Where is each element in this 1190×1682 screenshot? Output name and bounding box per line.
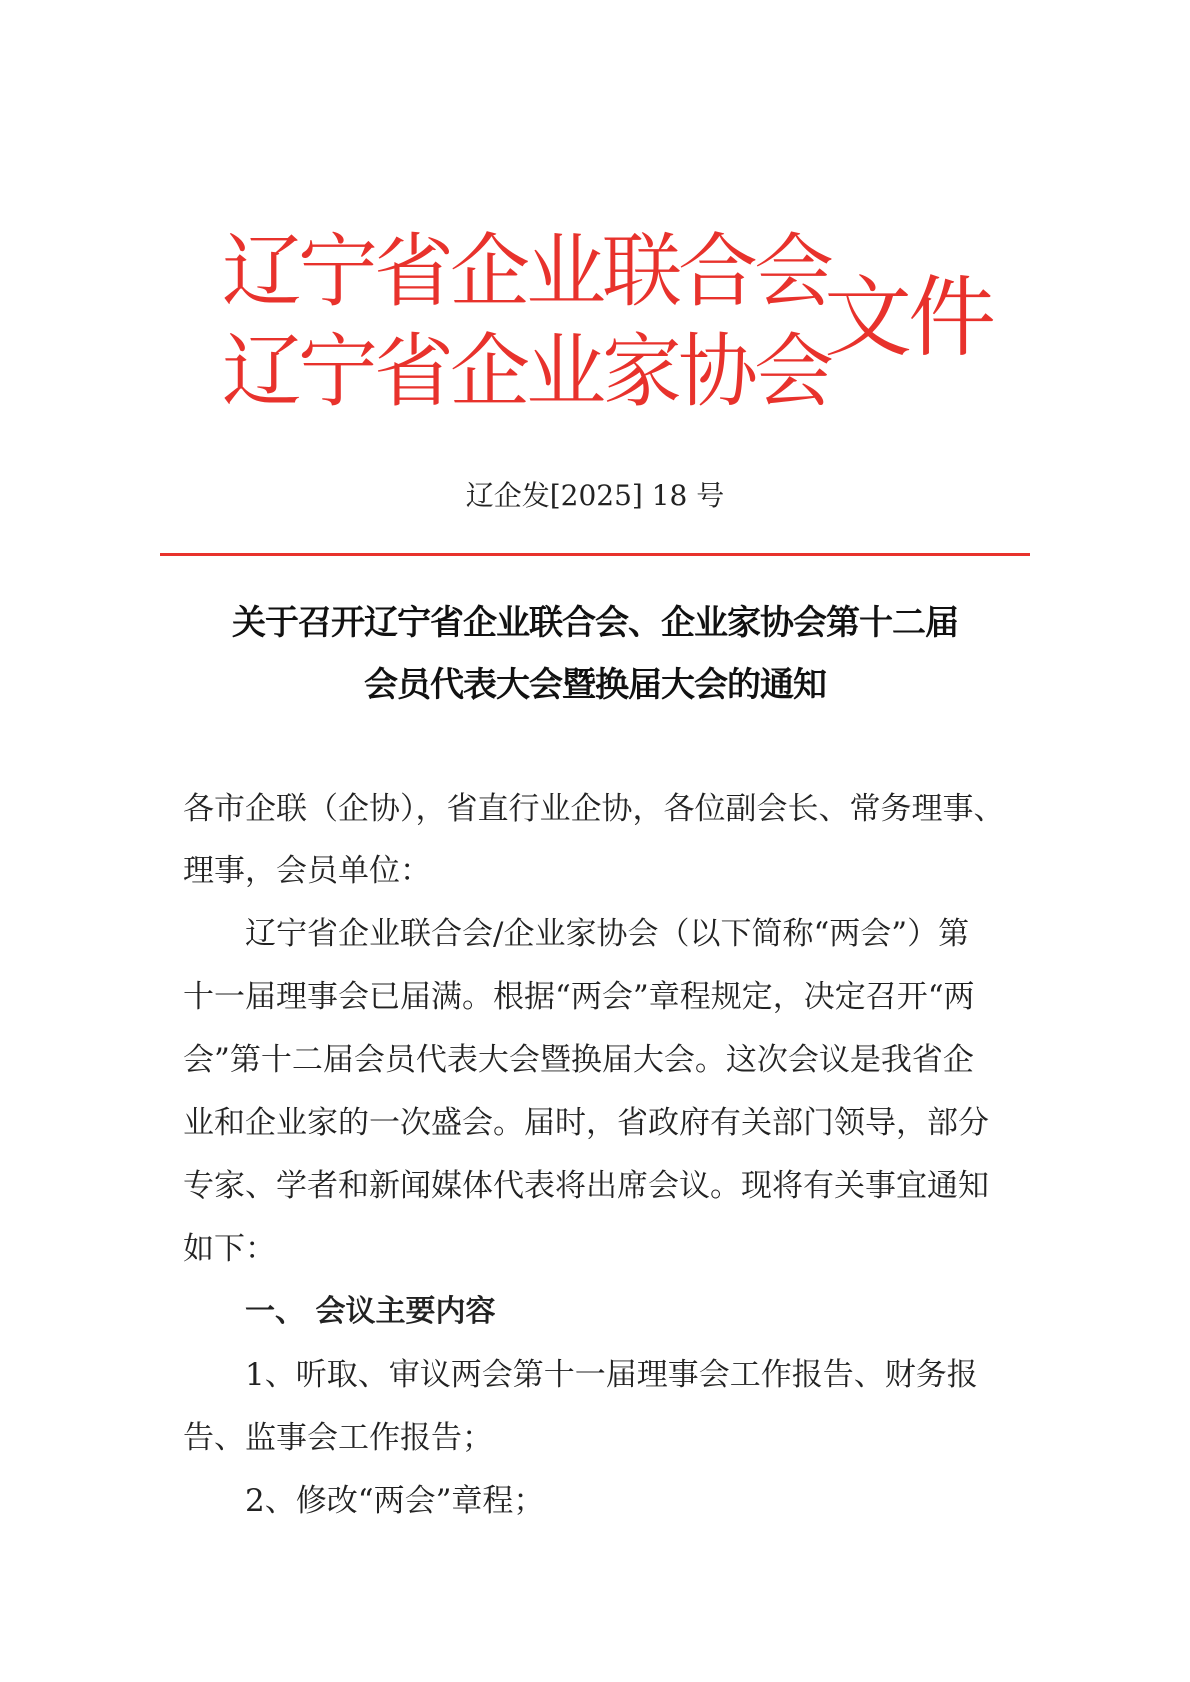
item-text: 2、修改“两会”章程； [245, 1483, 545, 1519]
document-number: 辽企发[2025] 18 号 [465, 479, 725, 512]
masthead [222, 225, 1002, 420]
masthead-file-word: 文件 [824, 266, 993, 369]
section-1-heading: 一、 会议主要内容 [245, 1294, 496, 1329]
notice-title-line-2: 会员代表大会暨换届大会的通知 [364, 665, 826, 705]
body-text: 会”第十二届会员代表大会暨换届大会。这次会议是我省企 [183, 1042, 974, 1078]
body-text: 专家、学者和新闻媒体代表将出席会议。现将有关事宜通知 [183, 1168, 989, 1204]
body-text: 十一届理事会已届满。根据“两会”章程规定，决定召开“两 [183, 979, 975, 1015]
notice-title-line-1: 关于召开辽宁省企业联合会、企业家协会第十二届 [232, 603, 958, 643]
body-text: 辽宁省企业联合会/企业家协会（以下简称“两会”）第 [245, 916, 970, 952]
body-text: 业和企业家的一次盛会。届时，省政府有关部门领导，部分 [183, 1105, 989, 1141]
item-text: 1、听取、审议两会第十一届理事会工作报告、财务报 [245, 1357, 978, 1393]
red-divider [160, 553, 1030, 556]
masthead-org-line-2: 辽宁省企业家协会 [222, 325, 830, 418]
body-text: 理事，会员单位： [183, 853, 431, 889]
body-text: 如下： [183, 1231, 276, 1267]
body-text: 各市企联（企协），省直行业企协，各位副会长、常务理事、 [183, 791, 1005, 827]
masthead-org-line-1: 辽宁省企业联合会 [222, 225, 830, 318]
item-text: 告、监事会工作报告； [183, 1420, 493, 1456]
